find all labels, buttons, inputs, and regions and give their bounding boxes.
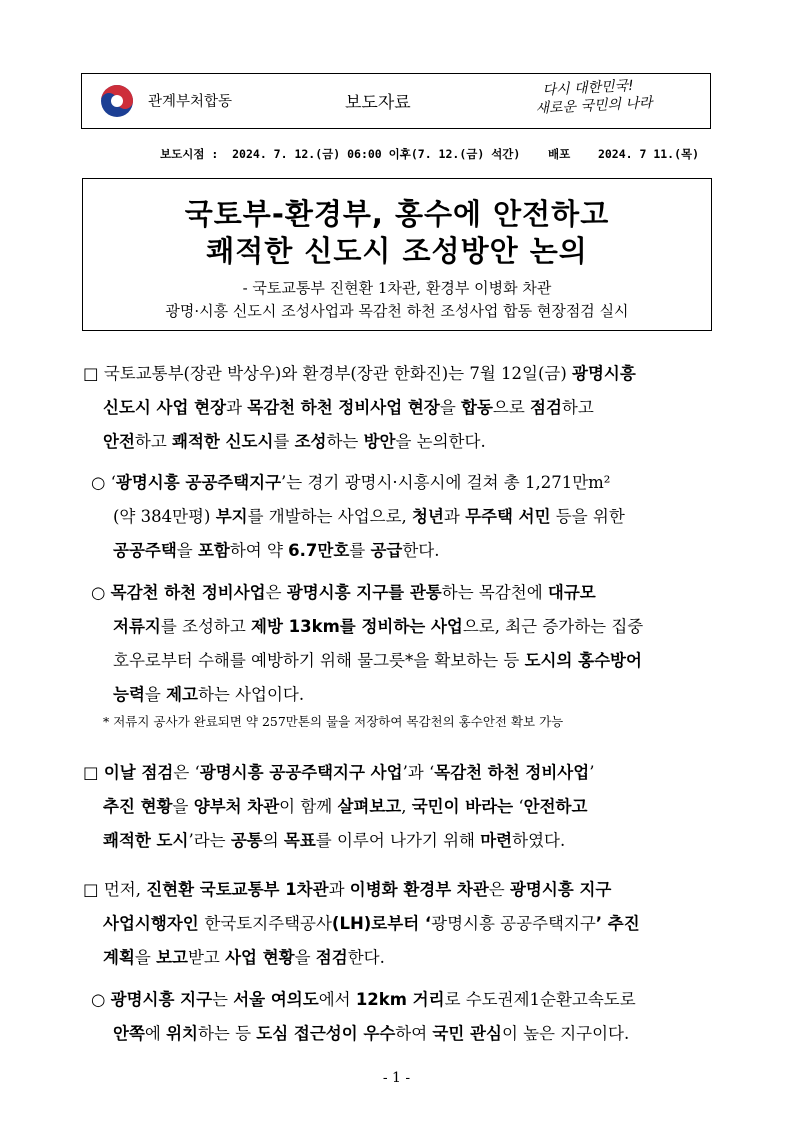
text-run: 과 xyxy=(328,880,350,899)
text-line xyxy=(91,466,625,500)
text-line xyxy=(83,873,640,907)
emphasis-text: 광명시흥 지구를 관통 xyxy=(286,583,442,602)
text-line xyxy=(83,391,636,425)
emphasis-text: 쾌적한 신도시 xyxy=(172,432,274,451)
bullet-paragraph xyxy=(91,576,643,712)
text-run: 광명시흥 공공주택지구 xyxy=(431,914,596,933)
paragraph xyxy=(83,873,640,975)
emphasis-text: 위치 xyxy=(166,1024,198,1043)
emphasis-text: 12km 거리 xyxy=(355,990,445,1009)
text-line xyxy=(91,610,643,644)
emphasis-text: 보고 xyxy=(156,948,188,967)
text-line xyxy=(83,790,594,824)
emphasis-text: 이병화 환경부 차관 xyxy=(349,880,489,899)
text-line xyxy=(83,756,594,790)
emphasis-text: ’ 추진 xyxy=(595,914,640,933)
emphasis-text: 점검 xyxy=(315,948,348,967)
text-line xyxy=(83,357,636,391)
emphasis-text: 도심 접근성이 우수 xyxy=(256,1024,396,1043)
emphasis-text: 양부처 차관 xyxy=(193,797,280,816)
text-run: 를 조성하고 xyxy=(160,617,252,636)
text-run: 과 xyxy=(443,507,466,526)
text-run: 의 xyxy=(262,831,284,850)
text-run: 하여 xyxy=(395,1024,433,1043)
emphasis-text: 사업시행자인 xyxy=(103,914,205,933)
emphasis-text: 저류지 xyxy=(113,617,161,636)
text-run: 은 xyxy=(265,583,287,602)
slogan-line2: 새로운 국민의 나라 xyxy=(535,94,653,118)
emphasis-text: 광명시흥 공공주택지구 xyxy=(115,473,282,492)
emphasis-text: 공통 xyxy=(230,831,263,850)
text-run: 호우로부터 수해를 예방하기 위해 물그릇*을 확보하는 등 xyxy=(113,651,525,670)
emphasis-text: 안쪽 xyxy=(113,1024,145,1043)
text-line xyxy=(91,983,636,1017)
text-run: □ 먼저, xyxy=(83,880,147,899)
slogan-line1: 다시 대한민국! xyxy=(542,77,635,99)
emphasis-text: 제방 13km를 정비하는 사업 xyxy=(251,617,463,636)
text-run: 하는 사업이다. xyxy=(197,685,305,704)
emphasis-text: 광명시흥 xyxy=(572,364,636,383)
text-run: 하는 등 xyxy=(197,1024,257,1043)
text-run: □ xyxy=(83,763,104,782)
text-run: 한다. xyxy=(402,541,440,560)
text-run: 를 개발하는 사업으로, xyxy=(247,507,413,526)
emphasis-text: 국민 관심 xyxy=(432,1024,502,1043)
text-run: ○ xyxy=(91,583,111,602)
text-run: 을 xyxy=(176,541,198,560)
text-run: 로 수도권제1순환고속도로 xyxy=(444,990,636,1009)
emphasis-text: 국민이 바라는 xyxy=(411,797,514,816)
text-run: 를 이루어 나가기 위해 xyxy=(315,831,481,850)
emphasis-text: 추진 현황 xyxy=(103,797,173,816)
paragraph xyxy=(83,756,594,858)
title-line1: 국토부-환경부, 홍수에 안전하고 xyxy=(184,197,610,231)
emphasis-text: 제고 xyxy=(166,685,198,704)
text-line xyxy=(83,824,594,858)
emphasis-text: 대규모 xyxy=(547,583,596,602)
text-run: 을 xyxy=(134,948,157,967)
text-run: ’라는 xyxy=(188,831,231,850)
text-run: 하고 xyxy=(134,432,173,451)
emphasis-text: 합동 xyxy=(461,398,493,417)
text-run: 을 xyxy=(294,948,316,967)
emphasis-text: 공급 xyxy=(370,541,403,560)
emphasis-text: 목감천 하천 정비사업 xyxy=(434,763,590,782)
emphasis-text: 광명시흥 공공주택지구 사업 xyxy=(199,763,403,782)
emphasis-text: 계획 xyxy=(103,948,135,967)
emphasis-text: 서울 여의도 xyxy=(233,990,319,1009)
text-run: ○ xyxy=(91,990,111,1009)
emphasis-text: 안전하고 xyxy=(523,797,588,816)
emphasis-text: 능력 xyxy=(113,685,145,704)
page-number: - 1 - xyxy=(382,1070,411,1086)
emphasis-text: 도시의 홍수방어 xyxy=(524,651,642,670)
text-run: 으로 xyxy=(492,398,531,417)
release-dateline: 보도시점 : 2024. 7. 12.(금) 06:00 이후(7. 12.(금) 석간) 배포 2024. 7 11.(목) xyxy=(160,147,700,161)
text-run: 을 논의한다. xyxy=(395,432,486,451)
subtitle-line1: - 국토교통부 진현환 1차관, 환경부 이병화 차관 xyxy=(242,279,552,297)
emphasis-text: 6.7만호 xyxy=(288,541,350,560)
title-line2: 쾌적한 신도시 조성방안 논의 xyxy=(206,234,588,268)
taegeuk-logo-icon xyxy=(100,84,134,118)
text-run: 을 xyxy=(172,797,194,816)
emphasis-text: 쾌적한 도시 xyxy=(103,831,189,850)
text-line xyxy=(83,907,640,941)
text-run: 는 xyxy=(212,990,234,1009)
emphasis-text: 점검 xyxy=(530,398,562,417)
text-run: 하고 xyxy=(561,398,594,417)
text-line xyxy=(91,678,643,712)
ministry-org-name: 관계부처합동 xyxy=(148,94,233,110)
text-run: 를 xyxy=(349,541,371,560)
emphasis-text: 공공주택 xyxy=(113,541,177,560)
emphasis-text: 목감천 하천 정비사업 xyxy=(110,583,266,602)
text-run: 하였다. xyxy=(512,831,566,850)
text-line xyxy=(91,576,643,610)
text-line xyxy=(91,500,625,534)
emphasis-text: 목감천 하천 정비사업 현장 xyxy=(247,398,440,417)
text-run: 은 xyxy=(488,880,510,899)
text-run: 과 xyxy=(226,398,248,417)
emphasis-text: 조성 xyxy=(294,432,327,451)
text-run: ○ ‘ xyxy=(91,473,116,492)
emphasis-text: 부지 xyxy=(215,507,248,526)
emphasis-text: (LH)로부터 ‘ xyxy=(331,914,432,933)
text-run: 으로, 최근 증가하는 집중 xyxy=(462,617,644,636)
text-run: 에서 xyxy=(318,990,356,1009)
text-run: 을 xyxy=(439,398,461,417)
emphasis-text: 진현환 국토교통부 1차관 xyxy=(146,880,329,899)
emphasis-text: 신도시 사업 현장 xyxy=(103,398,227,417)
text-line xyxy=(91,534,625,568)
text-line xyxy=(91,644,643,678)
text-run: □ 국토교통부(장관 박상우)와 환경부(장관 한화진)는 7월 12일(금) xyxy=(83,364,573,383)
text-run: ’ xyxy=(589,763,595,782)
subtitle-line2: 광명·시흥 신도시 조성사업과 목감천 하천 조성사업 합동 현장점검 실시 xyxy=(165,302,629,320)
text-run: 에 xyxy=(144,1024,167,1043)
text-run: 이 높은 지구이다. xyxy=(501,1024,630,1043)
text-run: 한다. xyxy=(347,948,385,967)
emphasis-text: 살펴보고 xyxy=(337,797,402,816)
text-line xyxy=(83,425,636,459)
text-line xyxy=(91,1017,636,1051)
emphasis-text: 방안 xyxy=(363,432,396,451)
emphasis-text: 광명시흥 지구 xyxy=(110,990,213,1009)
text-line xyxy=(83,941,640,975)
emphasis-text: 청년 xyxy=(412,507,444,526)
emphasis-text: 목표 xyxy=(283,831,316,850)
emphasis-text: 포함 xyxy=(197,541,230,560)
text-run: ’는 경기 광명시·시흥시에 걸쳐 총 1,271만m² xyxy=(281,473,611,492)
press-release-label: 보도자료 xyxy=(345,93,411,113)
text-run: ’과 ‘ xyxy=(402,763,435,782)
text-run: , xyxy=(401,797,412,816)
text-run: 를 xyxy=(273,432,295,451)
text-run: 이 함께 xyxy=(279,797,338,816)
text-run: (약 384만평) xyxy=(113,507,216,526)
text-run: 을 xyxy=(144,685,167,704)
text-run: 등을 위한 xyxy=(550,507,625,526)
emphasis-text: 사업 현황 xyxy=(225,948,295,967)
text-run: ‘ xyxy=(513,797,524,816)
text-run: 은 ‘ xyxy=(173,763,200,782)
footnote: * 저류지 공사가 완료되면 약 257만톤의 물을 저장하여 목감천의 홍수안전 확보 가능 xyxy=(103,714,564,729)
text-run: 하는 xyxy=(326,432,364,451)
text-run: 한국토지주택공사 xyxy=(204,914,332,933)
slogan xyxy=(534,76,653,118)
emphasis-text: 마련 xyxy=(480,831,513,850)
emphasis-text: 이날 점검 xyxy=(103,763,174,782)
emphasis-text: 광명시흥 지구 xyxy=(509,880,612,899)
emphasis-text: 무주택 서민 xyxy=(465,507,551,526)
text-run: 하는 목감천에 xyxy=(441,583,548,602)
paragraph xyxy=(83,357,636,459)
bullet-paragraph xyxy=(91,466,625,568)
text-run: 하여 약 xyxy=(229,541,289,560)
emphasis-text: 안전 xyxy=(103,432,135,451)
bullet-paragraph xyxy=(91,983,636,1051)
text-run: 받고 xyxy=(187,948,226,967)
